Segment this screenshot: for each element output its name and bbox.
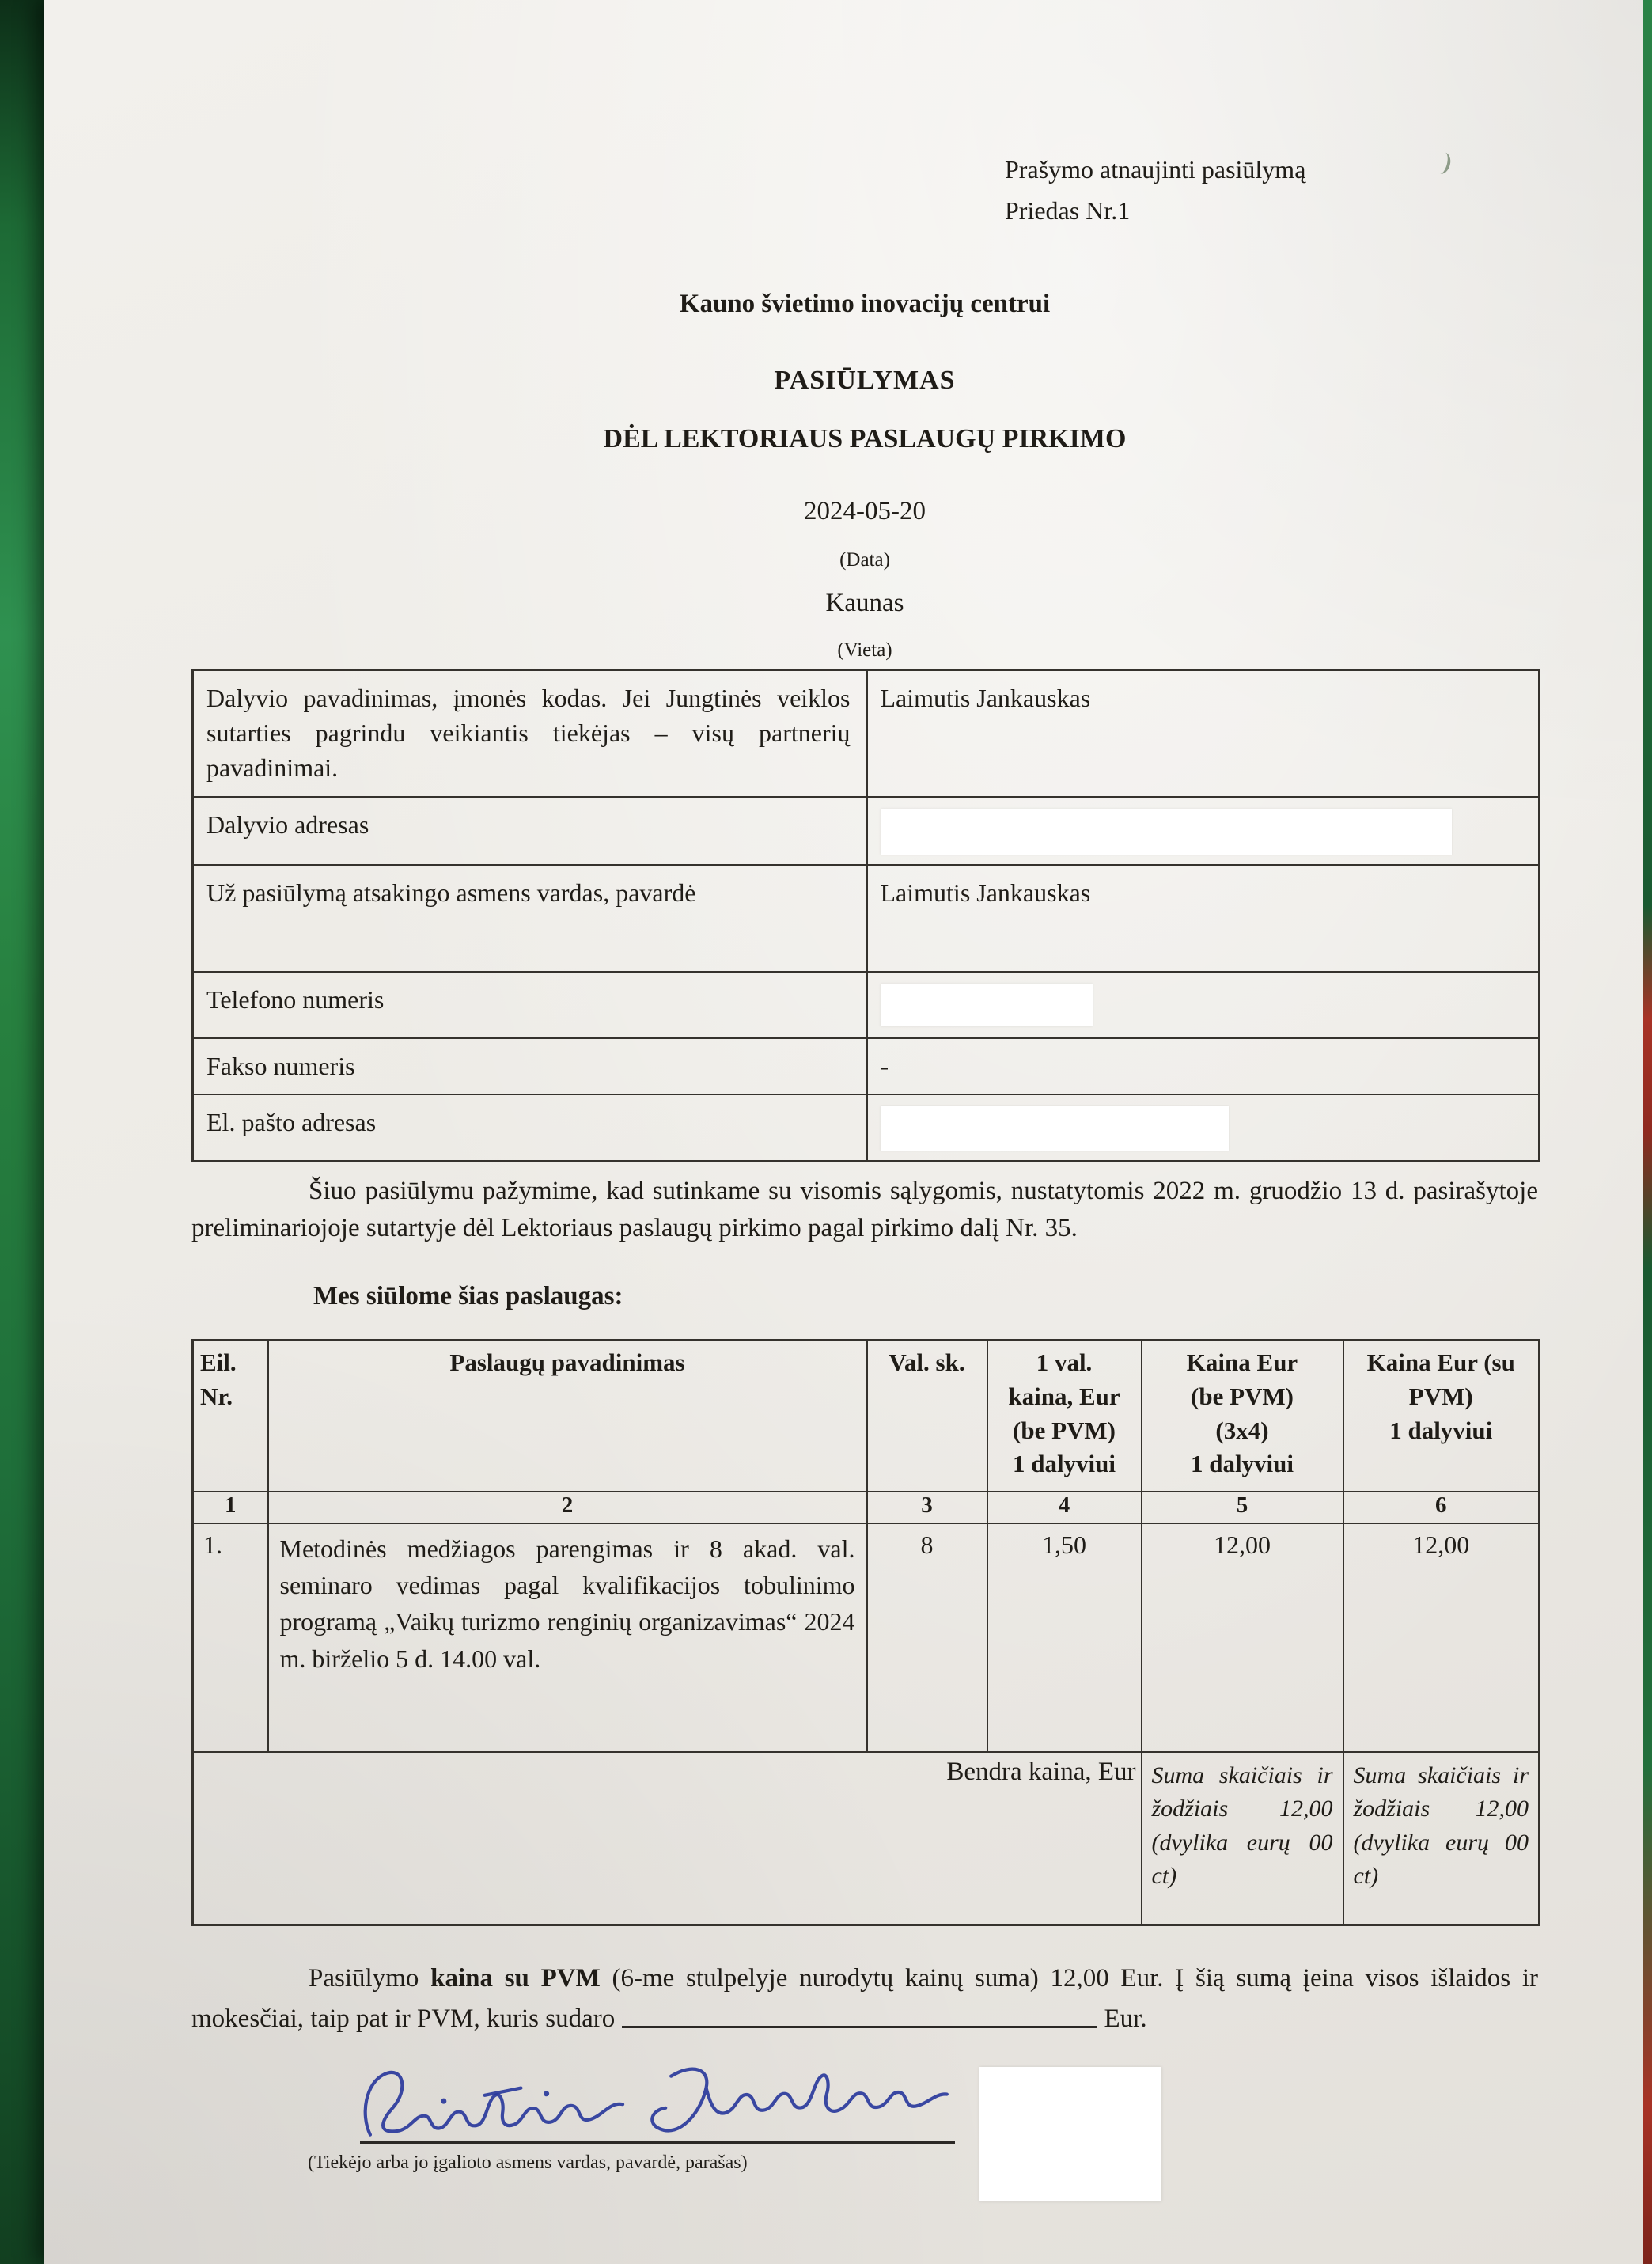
annex-note-line2: Priedas Nr.1: [1005, 196, 1131, 225]
info-value-participant-name: Laimutis Jankauskas: [867, 670, 1540, 797]
annex-note: [1005, 149, 1305, 231]
photo-right-edge: [1643, 0, 1652, 2264]
services-intro: Mes siūlome šias paslaugas:: [313, 1282, 623, 1310]
signature-caption: (Tiekėjo arba jo įgalioto asmens vardas, pavardė, parašas): [308, 2152, 748, 2173]
header-price-excl-vat: [1142, 1341, 1343, 1492]
header-hours: [867, 1341, 987, 1492]
header-line: 1 dalyviui: [1012, 1450, 1116, 1478]
info-value-address: [867, 797, 1540, 865]
date-caption: (Data): [839, 549, 890, 571]
redaction-box-signature-area: [979, 2067, 1161, 2201]
header-line: kaina, Eur: [1008, 1382, 1120, 1410]
column-number: 6: [1343, 1492, 1540, 1523]
place-caption: (Vieta): [837, 639, 892, 661]
service-data-row: [193, 1523, 1540, 1752]
header-line: 1 dalyviui: [1389, 1416, 1493, 1444]
header-line: Eil.: [200, 1348, 237, 1376]
info-label-fax: Fakso numeris: [193, 1038, 867, 1094]
column-number-row: [193, 1492, 1540, 1523]
services-header-row: [193, 1341, 1540, 1492]
closing-text-start: Pasiūlymo: [309, 1964, 431, 1993]
header-service-name: [268, 1341, 867, 1492]
service-price-excl-vat: 12,00: [1142, 1523, 1343, 1752]
header-line: (be PVM): [1191, 1382, 1294, 1410]
signature-line: [360, 2141, 955, 2144]
services-total-row: [193, 1752, 1540, 1925]
header-line: 1 dalyviui: [1190, 1450, 1294, 1478]
recipient-heading: Kauno švietimo inovacijų centrui: [679, 290, 1051, 318]
header-line: Kaina Eur (su: [1366, 1348, 1515, 1376]
header-price-incl-vat: [1343, 1341, 1540, 1492]
vat-amount-blank-line: [622, 2000, 1097, 2028]
document-title: PASIŪLYMAS: [774, 366, 956, 395]
info-label-participant-name: Dalyvio pavadinimas, įmonės kodas. Jei Jungtinės veiklos sutarties pagrindu veikiantis tiekėjas – visų partnerių pavadinimai.: [193, 670, 867, 797]
info-label-address: Dalyvio adresas: [193, 797, 867, 865]
header-line: Nr.: [200, 1382, 233, 1410]
table-row-phone: [193, 972, 1540, 1038]
header-line: 1 val.: [1036, 1348, 1093, 1376]
header-line: PVM): [1408, 1382, 1473, 1410]
header-eil-nr: [193, 1341, 268, 1492]
info-label-email: El. pašto adresas: [193, 1094, 867, 1162]
column-number: 5: [1142, 1492, 1343, 1523]
closing-text-bold: kaina su PVM: [430, 1964, 601, 1993]
annex-note-line1: Prašymo atnaujinti pasiūlymą: [1005, 155, 1306, 184]
info-value-fax: -: [867, 1038, 1540, 1094]
document-subject: DĖL LEKTORIAUS PASLAUGŲ PIRKIMO: [603, 424, 1127, 453]
table-row-address: [193, 797, 1540, 865]
info-label-phone: Telefono numeris: [193, 972, 867, 1038]
service-price-incl-vat: 12,00: [1343, 1523, 1540, 1752]
total-excl-vat-note: Suma skaičiais ir žodžiais 12,00 (dvylika eurų 00 ct): [1142, 1752, 1343, 1925]
redaction-box-address: [881, 809, 1452, 855]
info-value-responsible-person: Laimutis Jankauskas: [867, 865, 1540, 972]
header-line: (3x4): [1215, 1416, 1269, 1444]
redaction-box-email: [881, 1106, 1229, 1151]
total-price-label: Bendra kaina, Eur: [193, 1752, 1142, 1925]
table-row-participant-name: [193, 670, 1540, 797]
closing-text-rest: (6-me stulpelyje nurodytų kainų suma) 12,00 Eur. Į šią sumą įeina visos išlaidos ir mokesčiai, taip pat ir PVM, kuris sudaro: [191, 1964, 1538, 2033]
header-price-per-hour: [987, 1341, 1142, 1492]
info-value-phone: [867, 972, 1540, 1038]
service-description: Metodinės medžiagos parengimas ir 8 akad. val. seminaro vedimas pagal kvalifikacijos tobulinimo programą „Vaikų turizmo renginių organizavimas“ 2024 m. birželio 5 d. 14.00 val.: [268, 1523, 867, 1752]
handwritten-signature: [350, 2043, 970, 2162]
service-hours: 8: [867, 1523, 987, 1752]
participant-info-table: [191, 669, 1540, 1162]
closing-text-suffix: Eur.: [1104, 2004, 1147, 2033]
redaction-box-phone: [881, 984, 1093, 1026]
column-number: 3: [867, 1492, 987, 1523]
header-line: Val. sk.: [889, 1348, 965, 1376]
agreement-paragraph: Šiuo pasiūlymu pažymime, kad sutinkame su visomis sąlygomis, nustatytomis 2022 m. gruodžio 13 d. pasirašytoje preliminariojoje sutartyje dėl Lektoriaus paslaugų pirkimo pagal pirkimo dalį Nr. 35.: [191, 1177, 1538, 1242]
service-price-per-hour: 1,50: [987, 1523, 1142, 1752]
table-row-fax: [193, 1038, 1540, 1094]
info-label-responsible-person: Už pasiūlymą atsakingo asmens vardas, pavardė: [193, 865, 867, 972]
info-value-email: [867, 1094, 1540, 1162]
document-page: [44, 0, 1644, 2264]
table-row-email: [193, 1094, 1540, 1162]
pen-mark: [1432, 150, 1453, 176]
column-number: 1: [193, 1492, 268, 1523]
column-number: 2: [268, 1492, 867, 1523]
document-date: 2024-05-20: [804, 497, 926, 525]
column-number: 4: [987, 1492, 1142, 1523]
total-incl-vat-note: Suma skaičiais ir žodžiais 12,00 (dvylika eurų 00 ct): [1343, 1752, 1540, 1925]
header-line: (be PVM): [1013, 1416, 1116, 1444]
header-line: Kaina Eur: [1186, 1348, 1298, 1376]
service-row-number: 1.: [193, 1523, 268, 1752]
document-place: Kaunas: [825, 589, 904, 617]
header-line: Paslaugų pavadinimas: [449, 1348, 685, 1376]
closing-paragraph: [191, 1959, 1538, 2038]
services-table: [191, 1339, 1540, 1926]
table-row-responsible-person: [193, 865, 1540, 972]
